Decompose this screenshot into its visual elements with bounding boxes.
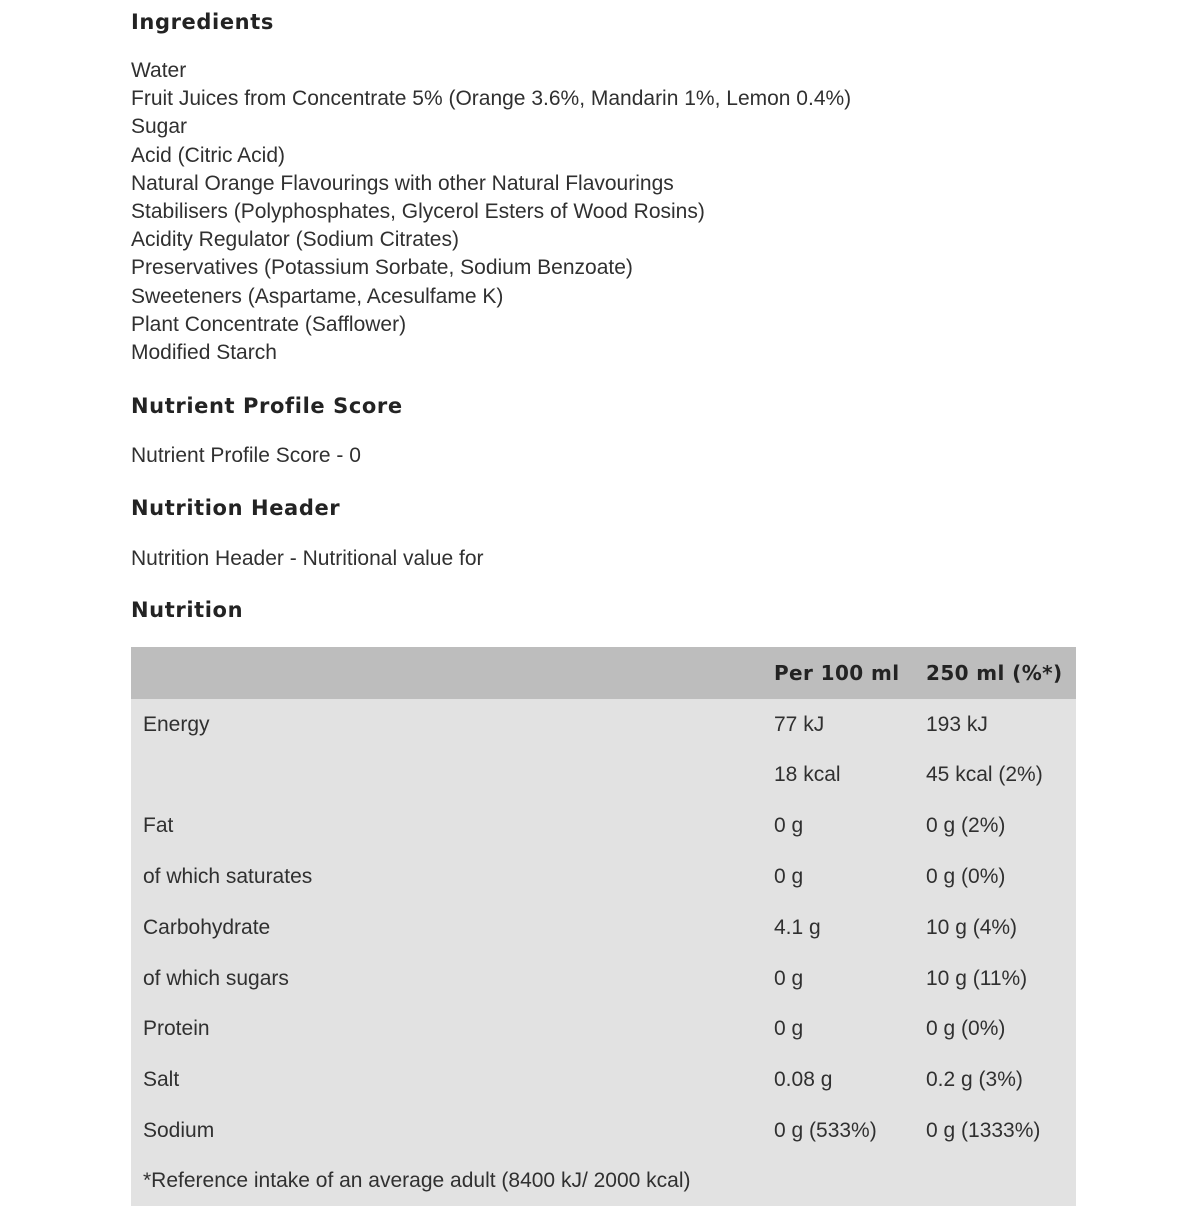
value-per-250ml: 0 g (1333%) — [926, 1119, 1041, 1142]
column-header-per-250ml: 250 ml (%*) — [926, 661, 1063, 686]
nutrient-name: Carbohydrate — [143, 915, 271, 939]
nutrient-profile-heading: Nutrient Profile Score — [131, 394, 403, 419]
table-row — [131, 750, 1076, 801]
value-per-250ml: 193 kJ — [926, 712, 988, 736]
nutrition-table — [131, 647, 1076, 1206]
table-row — [131, 902, 1076, 953]
value-per-250ml: 0 g (0%) — [926, 865, 1006, 889]
nutrient-name: Sodium — [143, 1119, 215, 1142]
nutrient-profile-text: Nutrient Profile Score - 0 — [131, 444, 361, 468]
ingredient-item: Acidity Regulator (Sodium Citrates) — [131, 228, 459, 252]
value-per-100ml: 0 g — [774, 966, 804, 990]
table-row — [131, 1106, 1076, 1157]
value-per-100ml: 0 g — [774, 1017, 804, 1041]
nutrition-heading: Nutrition — [131, 598, 244, 623]
nutrient-name: Salt — [143, 1068, 180, 1092]
table-footnote-row — [131, 1156, 1076, 1206]
nutrient-name: Energy — [143, 712, 210, 736]
value-per-100ml: 0 g — [774, 814, 804, 838]
nutrient-name: Protein — [143, 1017, 210, 1041]
ingredients-heading: Ingredients — [131, 10, 274, 34]
nutrient-name: of which saturates — [143, 865, 313, 889]
value-per-100ml: 18 kcal — [774, 763, 841, 787]
ingredient-item: Water — [131, 59, 187, 82]
value-per-100ml: 77 kJ — [774, 712, 825, 736]
table-row — [131, 801, 1076, 852]
value-per-100ml: 0 g — [774, 865, 804, 889]
ingredient-item: Plant Concentrate (Safflower) — [131, 312, 407, 336]
value-per-250ml: 0.2 g (3%) — [926, 1068, 1023, 1092]
table-row — [131, 1004, 1076, 1055]
ingredient-item: Sweeteners (Aspartame, Acesulfame K) — [131, 284, 504, 308]
nutrition-header-heading: Nutrition Header — [131, 496, 341, 521]
value-per-250ml: 10 g (11%) — [926, 966, 1028, 990]
value-per-250ml: 0 g (0%) — [926, 1017, 1006, 1041]
reference-intake-footnote: *Reference intake of an average adult (8400 kJ/ 2000 kcal) — [143, 1169, 691, 1193]
nutrition-table-header — [131, 647, 1076, 699]
nutrient-name: Fat — [143, 814, 174, 838]
column-header-nutrient — [131, 647, 774, 699]
nutrient-name: of which sugars — [143, 966, 289, 990]
value-per-100ml: 4.1 g — [774, 915, 821, 939]
nutrition-header-text: Nutrition Header - Nutritional value for — [131, 547, 484, 571]
ingredient-item: Sugar — [131, 115, 188, 139]
value-per-100ml: 0.08 g — [774, 1068, 833, 1092]
value-per-250ml: 45 kcal (2%) — [926, 763, 1043, 787]
ingredient-item: Preservatives (Potassium Sorbate, Sodium Benzoate) — [131, 256, 633, 280]
table-row — [131, 953, 1076, 1004]
ingredient-item: Modified Starch — [131, 341, 277, 365]
ingredients-list — [131, 57, 1066, 367]
product-details — [131, 0, 1066, 1206]
ingredient-item: Natural Orange Flavourings with other Natural Flavourings — [131, 171, 674, 195]
column-header-per-100ml: Per 100 ml — [774, 661, 900, 686]
value-per-100ml: 0 g (533%) — [774, 1119, 877, 1142]
value-per-250ml: 0 g (2%) — [926, 814, 1006, 838]
value-per-250ml: 10 g (4%) — [926, 915, 1018, 939]
ingredient-item: Fruit Juices from Concentrate 5% (Orange 3.6%, Mandarin 1%, Lemon 0.4%) — [131, 87, 852, 111]
table-row — [131, 852, 1076, 903]
ingredient-item: Acid (Citric Acid) — [131, 143, 286, 167]
table-row — [131, 699, 1076, 750]
table-row — [131, 1055, 1076, 1106]
ingredient-item: Stabilisers (Polyphosphates, Glycerol Esters of Wood Rosins) — [131, 200, 705, 224]
nutrient-name — [131, 750, 774, 801]
